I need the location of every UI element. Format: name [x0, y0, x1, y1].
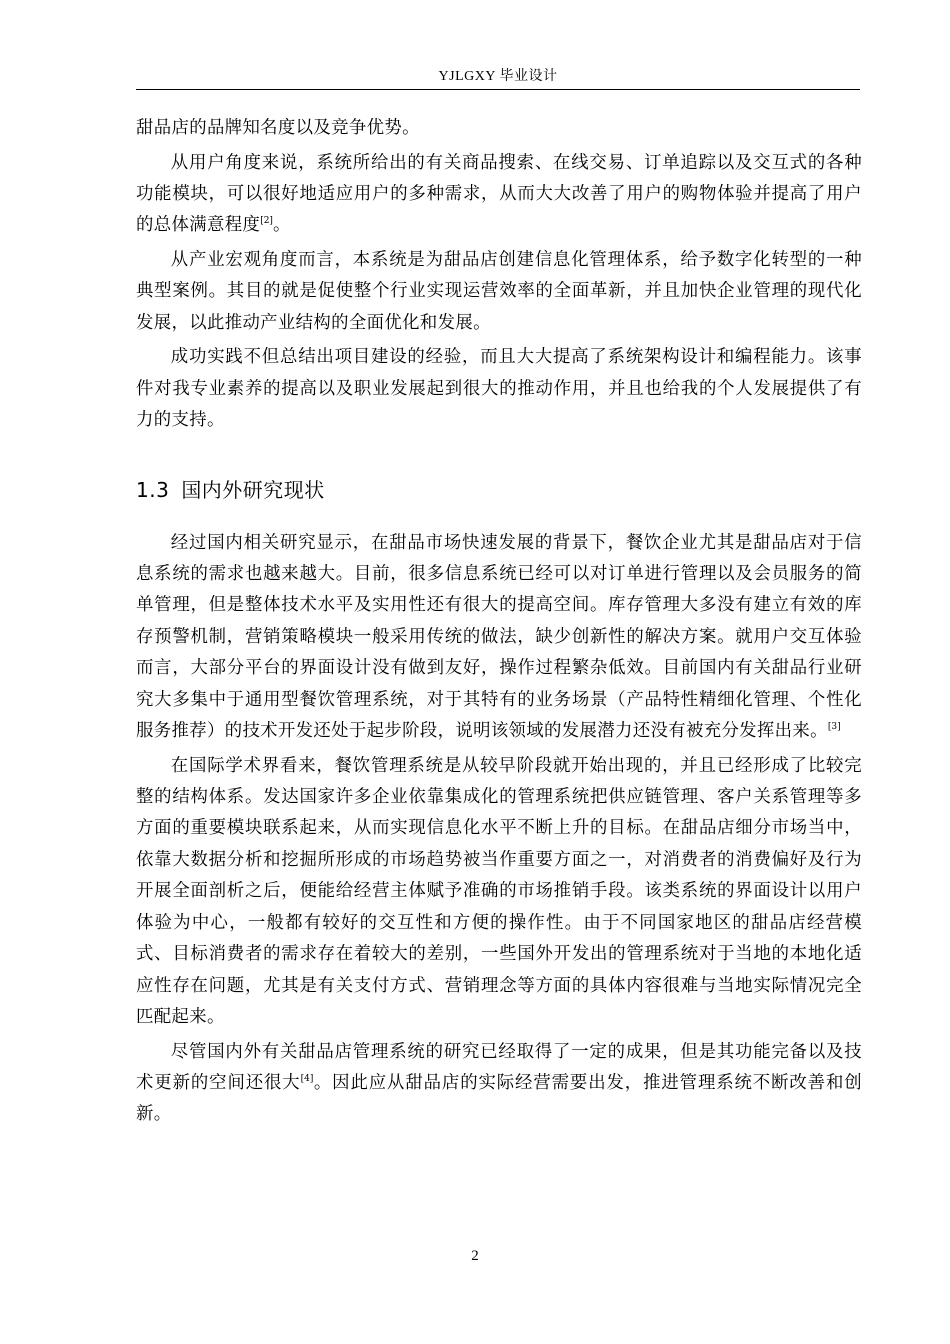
paragraph-text: 从产业宏观角度而言，本系统是为甜品店创建信息化管理体系，给予数字化转型的一种典型案例。其目的就是促使整个行业实现运营效率的全面革新，并且加快企业管理的现代化发展，以此推动产业结构的全面优化和发展。 — [136, 250, 862, 333]
body-content — [136, 113, 862, 1131]
paragraph-text: 从用户角度来说，系统所给出的有关商品搜索、在线交易、订单追踪以及交互式的各种功能模块，可以很好地适应用户的多种需求，从而大大改善了用户的购物体验并提高了用户的总体满意程度 — [136, 152, 862, 236]
section-title: 国内外研究现状 — [181, 477, 325, 502]
citation-ref: [4] — [300, 1073, 314, 1084]
page-header — [136, 67, 860, 90]
citation-ref: [2] — [260, 216, 273, 227]
paragraph — [136, 113, 862, 144]
header-title: YJLGXY 毕业设计 — [438, 69, 558, 84]
paragraph-text: 甜品店的品牌知名度以及竞争优势。 — [136, 118, 420, 138]
paragraph-text: 尽管国内外有关甜品店管理系统的研究已经取得了一定的成果，但是其功能完备以及技术更新的空间还很大 — [136, 1041, 862, 1093]
citation-ref: [3] — [827, 722, 841, 733]
paragraph — [136, 528, 862, 748]
paragraph-tail: 。 — [272, 215, 291, 236]
paragraph — [136, 245, 862, 339]
page-number: 2 — [471, 1248, 479, 1264]
paragraph — [136, 148, 862, 242]
paragraph-tail: 。因此应从甜品店的实际经营需要出发，推进管理系统不断改善和创新。 — [136, 1072, 862, 1125]
section-number: 1.3 — [136, 477, 170, 502]
section-heading — [136, 476, 862, 504]
paragraph — [136, 342, 862, 436]
paragraph-text: 成功实践不但总结出项目建设的经验，而且大大提高了系统架构设计和编程能力。该事件对我专业素养的提高以及职业发展起到很大的推动作用，并且也给我的个人发展提供了有力的支持。 — [136, 347, 862, 431]
paragraph-text: 经过国内相关研究显示，在甜品市场快速发展的背景下，餐饮企业尤其是甜品店对于信息系统的需求也越来越大。目前，很多信息系统已经可以对订单进行管理以及会员服务的简单管理，但是整体技术水平及实用性还有很大的提高空间。库存管理大多没有建立有效的库存预警机制，营销策略模块一般采用传统的做法，缺少创新性的解决方案。就用户交互体验而言，大部分平台的界面设计没有做到友好，操作过程繁杂低效。目前国内有关甜品行业研究大多集中于通用型餐饮管理系统，对于其特有的业务场景（产品特性精细化管理、个性化服务推荐）的技术开发还处于起步阶段，说明该领域的发展潜力还没有被充分发挥出来。 — [136, 532, 862, 742]
paragraph-text: 在国际学术界看来，餐饮管理系统是从较早阶段就开始出现的，并且已经形成了比较完整的结构体系。发达国家许多企业依靠集成化的管理系统把供应链管理、客户关系管理等多方面的重要模块联系起来，从而实现信息化水平不断上升的目标。在甜品店细分市场当中，依靠大数据分析和挖掘所形成的市场趋势被当作重要方面之一，对消费者的消费偏好及行为开展全面剖析之后，便能给经营主体赋予准确的市场推销手段。该类系统的界面设计以用户体验为中心，一般都有较好的交互性和方便的操作性。由于不同国家地区的甜品店经营模式、目标消费者的需求存在着较大的差别，一些国外开发出的管理系统对于当地的本地化适应性存在问题，尤其是有关支付方式、营销理念等方面的具体内容很难与当地实际情况完全匹配起来。 — [136, 755, 862, 1027]
paragraph — [136, 1037, 862, 1131]
paragraph — [136, 751, 862, 1034]
